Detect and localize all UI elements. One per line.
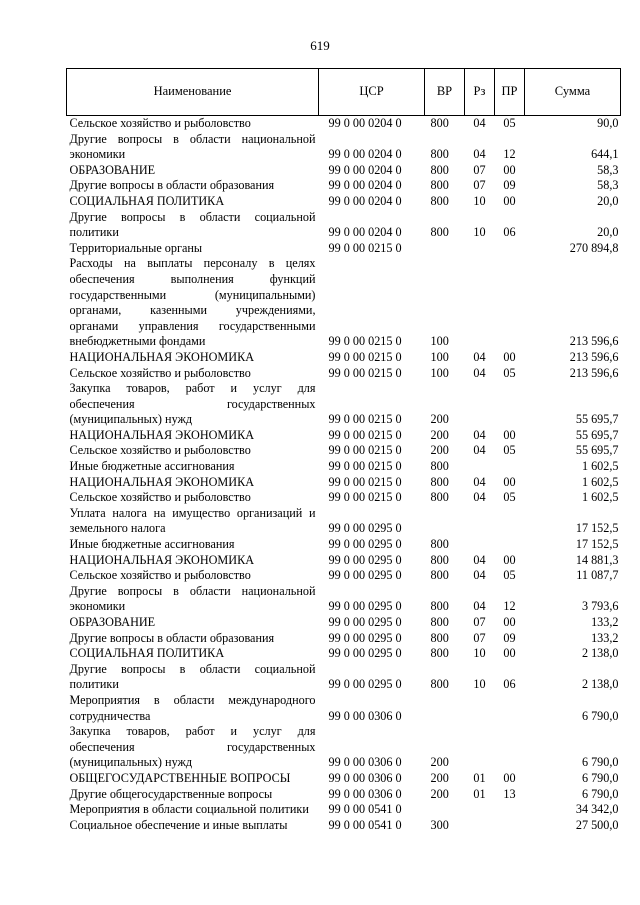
table-row (67, 631, 621, 647)
cell-vr: 800 (430, 225, 449, 240)
cell-vr: 800 (430, 599, 449, 614)
table-row (67, 537, 621, 553)
cell-pr: 00 (503, 770, 516, 785)
cell-csr: 99 0 00 0295 0 (328, 521, 402, 536)
table-row (67, 116, 621, 132)
cell-rz: 07 (473, 615, 486, 629)
cell-rz (465, 818, 495, 834)
cell-rz: 01 (473, 770, 486, 785)
table-row (67, 194, 621, 210)
cell-name: СОЦИАЛЬНАЯ ПОЛИТИКА (69, 646, 225, 661)
cell-rz: 04 (473, 116, 486, 130)
cell-vr: 200 (430, 786, 449, 801)
cell-vr: 800 (430, 615, 449, 629)
cell-vr: 800 (430, 552, 449, 567)
cell-vr: 300 (430, 817, 449, 832)
cell-csr: 99 0 00 0295 0 (328, 646, 402, 661)
table-row (67, 553, 621, 569)
cell-csr: 99 0 00 0215 0 (328, 474, 402, 489)
table-row (67, 568, 621, 584)
cell-name: Другие вопросы в области национальной экономики (69, 131, 316, 162)
cell-name: Сельское хозяйство и рыболовство (69, 490, 251, 505)
cell-pr: 00 (503, 162, 516, 177)
cell-vr: 200 (430, 412, 449, 427)
table-row (67, 584, 621, 615)
cell-name: Другие общегосударственные вопросы (69, 786, 273, 801)
table-header (67, 69, 621, 116)
cell-rz: 07 (473, 162, 486, 177)
cell-sum: 17 152,5 (575, 521, 619, 536)
cell-rz: 04 (473, 147, 486, 162)
cell-rz (465, 459, 495, 475)
cell-rz (465, 256, 495, 350)
table-row (67, 802, 621, 818)
header-vr: ВР (425, 69, 465, 116)
cell-csr: 99 0 00 0204 0 (328, 178, 402, 193)
cell-pr: 05 (503, 365, 516, 380)
cell-sum: 20,0 (597, 225, 619, 240)
cell-vr: 800 (430, 162, 449, 177)
cell-rz: 04 (473, 552, 486, 567)
cell-sum: 213 596,6 (569, 349, 619, 364)
cell-vr: 800 (430, 646, 449, 661)
cell-rz: 04 (473, 365, 486, 380)
table-row (67, 210, 621, 241)
cell-pr: 00 (503, 646, 516, 661)
cell-name: Сельское хозяйство и рыболовство (69, 365, 251, 380)
budget-table-container (66, 68, 620, 833)
cell-vr: 800 (430, 147, 449, 162)
cell-csr: 99 0 00 0215 0 (328, 427, 402, 442)
cell-name: ОБЩЕГОСУДАРСТВЕННЫЕ ВОПРОСЫ (69, 770, 291, 785)
cell-pr: 00 (503, 349, 516, 364)
table-row (67, 646, 621, 662)
cell-rz (465, 241, 495, 257)
cell-sum: 6 790,0 (581, 755, 619, 770)
cell-rz: 04 (473, 474, 486, 489)
cell-csr: 99 0 00 0215 0 (328, 459, 402, 474)
cell-name: НАЦИОНАЛЬНАЯ ЭКОНОМИКА (69, 349, 254, 364)
cell-csr: 99 0 00 0215 0 (328, 349, 402, 364)
cell-pr (495, 693, 525, 724)
cell-sum: 14 881,3 (575, 552, 619, 567)
cell-name: Другие вопросы в области образования (69, 178, 275, 193)
cell-name: Территориальные органы (69, 240, 203, 255)
cell-name: Другие вопросы в области социальной политики (69, 209, 316, 240)
table-row (67, 459, 621, 475)
cell-sum: 27 500,0 (575, 817, 619, 832)
cell-rz (465, 724, 495, 771)
cell-pr: 06 (503, 677, 516, 692)
cell-pr: 05 (503, 568, 516, 583)
cell-sum: 270 894,8 (569, 240, 619, 255)
table-row (67, 787, 621, 803)
cell-name: НАЦИОНАЛЬНАЯ ЭКОНОМИКА (69, 427, 254, 442)
cell-pr: 00 (503, 615, 516, 629)
table-row (67, 506, 621, 537)
cell-csr: 99 0 00 0204 0 (328, 162, 402, 177)
header-name: Наименование (67, 69, 319, 116)
cell-sum: 90,0 (597, 116, 619, 130)
cell-name: Расходы на выплаты персоналу в целях обеспечения выполнения функций государственными (муниципальными) органами, казенными учреждениями, органами управления государственными внебюджетными фондами (69, 256, 316, 349)
cell-csr: 99 0 00 0204 0 (328, 147, 402, 162)
cell-sum: 1 602,5 (581, 474, 619, 489)
cell-vr: 100 (430, 349, 449, 364)
cell-pr: 09 (503, 630, 516, 645)
cell-rz: 04 (473, 599, 486, 614)
table-row (67, 443, 621, 459)
cell-sum: 20,0 (597, 193, 619, 208)
cell-rz (465, 506, 495, 537)
cell-pr (495, 537, 525, 553)
cell-pr: 06 (503, 225, 516, 240)
cell-sum: 58,3 (597, 178, 619, 193)
cell-name: Сельское хозяйство и рыболовство (69, 116, 251, 130)
cell-rz (465, 381, 495, 428)
cell-vr (425, 693, 465, 724)
cell-vr: 200 (430, 443, 449, 458)
table-row (67, 350, 621, 366)
cell-sum: 2 138,0 (581, 677, 619, 692)
cell-sum: 133,2 (591, 615, 619, 629)
cell-vr (425, 802, 465, 818)
cell-vr: 800 (430, 193, 449, 208)
table-row (67, 256, 621, 350)
cell-rz: 01 (473, 786, 486, 801)
cell-vr: 200 (430, 427, 449, 442)
table-row (67, 490, 621, 506)
cell-name: СОЦИАЛЬНАЯ ПОЛИТИКА (69, 193, 225, 208)
cell-rz: 10 (473, 646, 486, 661)
cell-name: Социальное обеспечение и иные выплаты (69, 817, 288, 832)
header-pr: ПР (495, 69, 525, 116)
cell-csr: 99 0 00 0306 0 (328, 755, 402, 770)
cell-pr (495, 818, 525, 834)
cell-sum: 55 695,7 (575, 412, 619, 427)
cell-csr: 99 0 00 0295 0 (328, 615, 402, 629)
cell-rz: 10 (473, 677, 486, 692)
table-row (67, 693, 621, 724)
cell-csr: 99 0 00 0204 0 (328, 225, 402, 240)
cell-vr: 800 (430, 568, 449, 583)
cell-sum: 6 790,0 (581, 786, 619, 801)
table-row (67, 615, 621, 631)
cell-sum: 58,3 (597, 162, 619, 177)
cell-name: НАЦИОНАЛЬНАЯ ЭКОНОМИКА (69, 552, 254, 567)
cell-name: Сельское хозяйство и рыболовство (69, 568, 251, 583)
table-row (67, 132, 621, 163)
cell-name: Уплата налога на имущество организаций и земельного налога (69, 505, 316, 536)
cell-rz (465, 802, 495, 818)
cell-vr: 800 (430, 630, 449, 645)
cell-csr: 99 0 00 0306 0 (328, 770, 402, 785)
cell-pr (495, 506, 525, 537)
table-row (67, 771, 621, 787)
table-row (67, 366, 621, 382)
cell-pr (495, 459, 525, 475)
cell-vr: 800 (430, 490, 449, 505)
cell-rz (465, 537, 495, 553)
cell-csr: 99 0 00 0295 0 (328, 552, 402, 567)
cell-vr: 800 (430, 178, 449, 193)
cell-pr: 12 (503, 147, 516, 162)
cell-pr (495, 256, 525, 350)
cell-rz: 04 (473, 349, 486, 364)
cell-vr: 200 (430, 755, 449, 770)
table-row (67, 818, 621, 834)
cell-sum: 213 596,6 (569, 334, 619, 349)
cell-sum: 6 790,0 (581, 770, 619, 785)
cell-sum: 1 602,5 (581, 459, 619, 474)
cell-csr: 99 0 00 0306 0 (328, 708, 402, 723)
cell-pr: 00 (503, 552, 516, 567)
cell-sum: 2 138,0 (581, 646, 619, 661)
cell-pr: 00 (503, 427, 516, 442)
cell-vr: 100 (430, 334, 449, 349)
cell-pr: 05 (503, 490, 516, 505)
cell-name: Другие вопросы в области национальной экономики (69, 583, 316, 614)
cell-pr (495, 724, 525, 771)
cell-sum: 17 152,5 (575, 537, 619, 552)
cell-rz: 10 (473, 193, 486, 208)
cell-pr: 13 (503, 786, 516, 801)
table-row (67, 381, 621, 428)
cell-pr: 00 (503, 474, 516, 489)
cell-csr: 99 0 00 0541 0 (328, 802, 402, 817)
cell-vr: 100 (430, 365, 449, 380)
cell-sum: 55 695,7 (575, 443, 619, 458)
cell-sum: 34 342,0 (575, 802, 619, 817)
cell-csr: 99 0 00 0204 0 (328, 193, 402, 208)
table-row (67, 724, 621, 771)
cell-rz: 04 (473, 568, 486, 583)
cell-pr (495, 241, 525, 257)
cell-csr: 99 0 00 0215 0 (328, 412, 402, 427)
cell-vr: 200 (430, 770, 449, 785)
header-sum: Сумма (525, 69, 621, 116)
cell-rz: 04 (473, 490, 486, 505)
cell-vr: 800 (430, 116, 449, 130)
cell-rz (465, 693, 495, 724)
cell-name: Мероприятия в области международного сотрудничества (69, 692, 316, 723)
cell-pr (495, 381, 525, 428)
cell-csr: 99 0 00 0215 0 (328, 365, 402, 380)
cell-vr: 800 (430, 474, 449, 489)
cell-csr: 99 0 00 0295 0 (328, 677, 402, 692)
cell-name: Сельское хозяйство и рыболовство (69, 443, 251, 458)
cell-name: Иные бюджетные ассигнования (69, 459, 235, 474)
cell-sum: 1 602,5 (581, 490, 619, 505)
cell-name: НАЦИОНАЛЬНАЯ ЭКОНОМИКА (69, 474, 254, 489)
cell-vr: 800 (430, 459, 449, 474)
cell-vr: 800 (430, 537, 449, 552)
cell-name: Иные бюджетные ассигнования (69, 537, 235, 552)
cell-sum: 644,1 (591, 147, 619, 162)
cell-csr: 99 0 00 0215 0 (328, 240, 402, 255)
cell-name: ОБРАЗОВАНИЕ (69, 615, 156, 629)
table-body (67, 116, 621, 834)
cell-pr: 05 (503, 116, 516, 130)
cell-csr: 99 0 00 0295 0 (328, 630, 402, 645)
cell-csr: 99 0 00 0295 0 (328, 537, 402, 552)
cell-vr: 800 (430, 677, 449, 692)
cell-csr: 99 0 00 0541 0 (328, 817, 402, 832)
cell-name: Закупка товаров, работ и услуг для обеспечения государственных (муниципальных) нужд (69, 724, 316, 770)
cell-csr: 99 0 00 0295 0 (328, 599, 402, 614)
cell-rz: 10 (473, 225, 486, 240)
cell-pr: 05 (503, 443, 516, 458)
cell-sum: 3 793,6 (581, 599, 619, 614)
cell-name: ОБРАЗОВАНИЕ (69, 162, 156, 177)
table-row (67, 163, 621, 179)
cell-vr (425, 241, 465, 257)
cell-sum: 6 790,0 (581, 708, 619, 723)
table-row (67, 428, 621, 444)
cell-name: Мероприятия в области социальной политики (69, 802, 309, 817)
header-rz: Рз (465, 69, 495, 116)
cell-csr: 99 0 00 0215 0 (328, 490, 402, 505)
cell-csr: 99 0 00 0204 0 (328, 116, 402, 130)
page-number: 619 (310, 38, 330, 53)
cell-name: Другие вопросы в области социальной политики (69, 661, 316, 692)
cell-pr: 09 (503, 178, 516, 193)
table-row (67, 662, 621, 693)
cell-rz: 04 (473, 427, 486, 442)
cell-rz: 07 (473, 178, 486, 193)
cell-csr: 99 0 00 0295 0 (328, 568, 402, 583)
cell-rz: 07 (473, 630, 486, 645)
cell-sum: 55 695,7 (575, 427, 619, 442)
header-csr: ЦСР (319, 69, 425, 116)
cell-rz: 04 (473, 443, 486, 458)
cell-sum: 213 596,6 (569, 365, 619, 380)
cell-sum: 11 087,7 (576, 568, 619, 583)
cell-pr: 12 (503, 599, 516, 614)
cell-name: Закупка товаров, работ и услуг для обеспечения государственных (муниципальных) нужд (69, 381, 316, 427)
cell-pr: 00 (503, 193, 516, 208)
table-row (67, 475, 621, 491)
cell-vr (425, 506, 465, 537)
table-row (67, 178, 621, 194)
table-row (67, 241, 621, 257)
cell-sum: 133,2 (591, 630, 619, 645)
budget-table (66, 68, 621, 833)
cell-csr: 99 0 00 0215 0 (328, 443, 402, 458)
cell-csr: 99 0 00 0215 0 (328, 334, 402, 349)
cell-pr (495, 802, 525, 818)
cell-csr: 99 0 00 0306 0 (328, 786, 402, 801)
cell-name: Другие вопросы в области образования (69, 630, 275, 645)
header-row (67, 69, 621, 116)
